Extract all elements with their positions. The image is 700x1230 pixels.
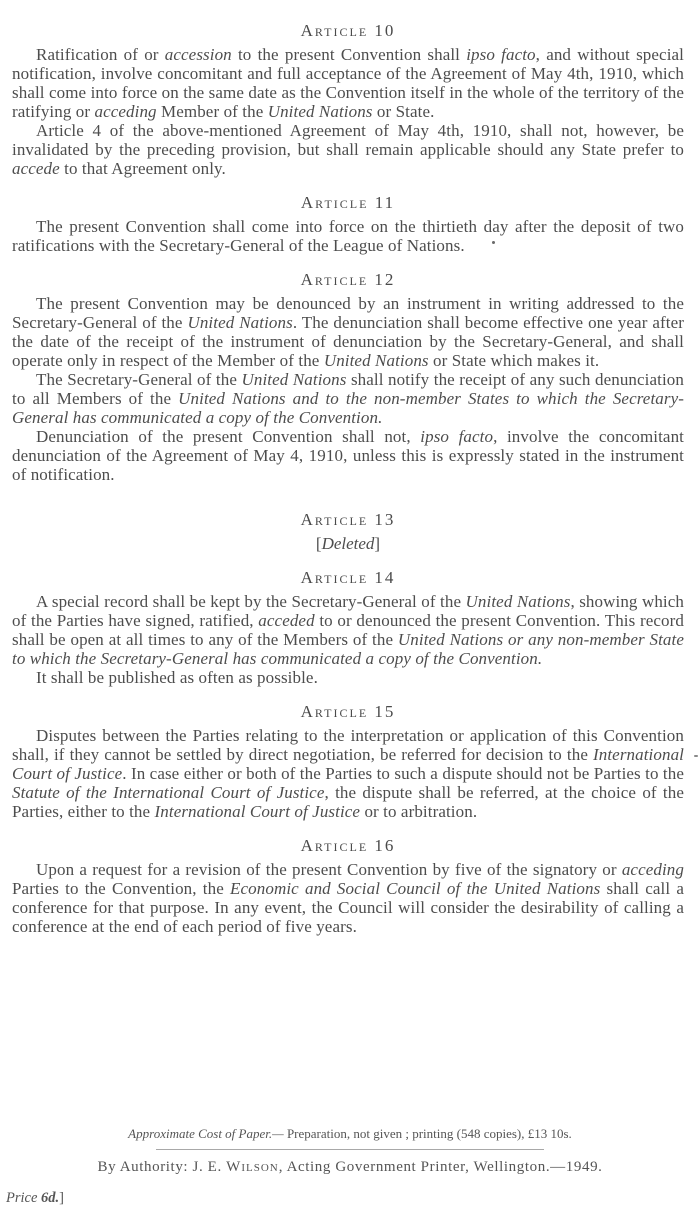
article-10-paragraph-1: Ratification of or accession to the present Convention shall ipso facto, and without special notification, involve concomitant and full acceptance of the Agreement of May 4th, 1910, which shall come into force on the same date as the Convention itself in the whole of the territory of the ratifying or acceding Member of the United Nations or State. (12, 45, 684, 121)
authority-line: By Authority: J. E. Wilson, Acting Government Printer, Wellington.—1949. (97, 1159, 603, 1175)
article-15-heading: Article 15 (300, 702, 396, 721)
cost-of-paper-line: Approximate Cost of Paper.— Preparation, not given ; printing (548 copies), £13 10s. (128, 1126, 572, 1141)
imprint-footer (0, 1126, 700, 1207)
article-13-heading: Article 13 (300, 510, 396, 529)
article-12-paragraph-3: Denunciation of the present Convention shall not, ipso facto, involve the concomitant denunciation of the Agreement of May 4, 1910, unless this is expressly stated in the instrument of notification. (12, 427, 684, 484)
article-10-heading: Article 10 (300, 21, 396, 40)
article-13-deleted-note: [Deleted] (315, 534, 381, 553)
article-12-heading: Article 12 (300, 270, 396, 289)
article-15 (12, 702, 684, 821)
footer-rule (156, 1149, 544, 1150)
article-14-heading: Article 14 (300, 568, 396, 587)
article-15-paragraph-1: Disputes between the Parties relating to the interpretation or application of this Convention shall, if they cannot be settled by direct negotiation, be referred for decision to the International Court of Justice. In case either or both of the Parties to such a dispute should not be Parties to the Statute of the International Court of Justice, the dispute shall be referred, at the choice of the Parties, either to the International Court of Justice or to arbitration. (12, 726, 685, 821)
print-artifact-dot (492, 241, 495, 244)
article-12-paragraph-1: The present Convention may be denounced by an instrument in writing addressed to the Secretary-General of the United Nations. The denunciation shall become effective one year after the date of the receipt of the instrument of denunciation by the Secretary-General, and shall operate only in respect of the Member of the United Nations or State which makes it. (12, 294, 684, 370)
article-11 (12, 193, 684, 255)
article-12 (12, 270, 684, 484)
article-10 (12, 21, 684, 178)
article-11-paragraph-1: The present Convention shall come into force on the thirtieth day after the deposit of two ratifications with the Secretary-General of the League of Nations. (12, 217, 684, 255)
print-artifact-mark (694, 755, 698, 757)
article-13 (12, 510, 684, 553)
article-14 (12, 568, 684, 687)
article-11-heading: Article 11 (300, 193, 396, 212)
article-10-paragraph-2: Article 4 of the above-mentioned Agreement of May 4th, 1910, shall not, however, be invalidated by the preceding provision, but shall remain applicable should any State prefer to accede to that Agreement only. (12, 121, 684, 178)
article-14-paragraph-2: It shall be published as often as possible. (36, 668, 318, 687)
article-12-paragraph-2: The Secretary-General of the United Nations shall notify the receipt of any such denunciation to all Members of the United Nations and to the non-member States to which the Secretary-General has communicated a copy of the Convention. (12, 370, 684, 427)
article-16-paragraph-1: Upon a request for a revision of the present Convention by five of the signatory or acceding Parties to the Convention, the Economic and Social Council of the United Nations shall call a conference for that purpose. In any event, the Council will consider the desirability of calling a conference at the end of each period of five years. (12, 860, 685, 936)
article-16 (12, 836, 684, 936)
price-line: Price 6d.] (6, 1190, 64, 1206)
article-16-heading: Article 16 (300, 836, 396, 855)
article-14-paragraph-1: A special record shall be kept by the Secretary-General of the United Nations, showing which of the Parties have signed, ratified, acceded to or denounced the present Convention. This record shall be open at all times to any of the Members of the United Nations or any non-member State to which the Secretary-General has communicated a copy of the Convention. (12, 592, 684, 668)
